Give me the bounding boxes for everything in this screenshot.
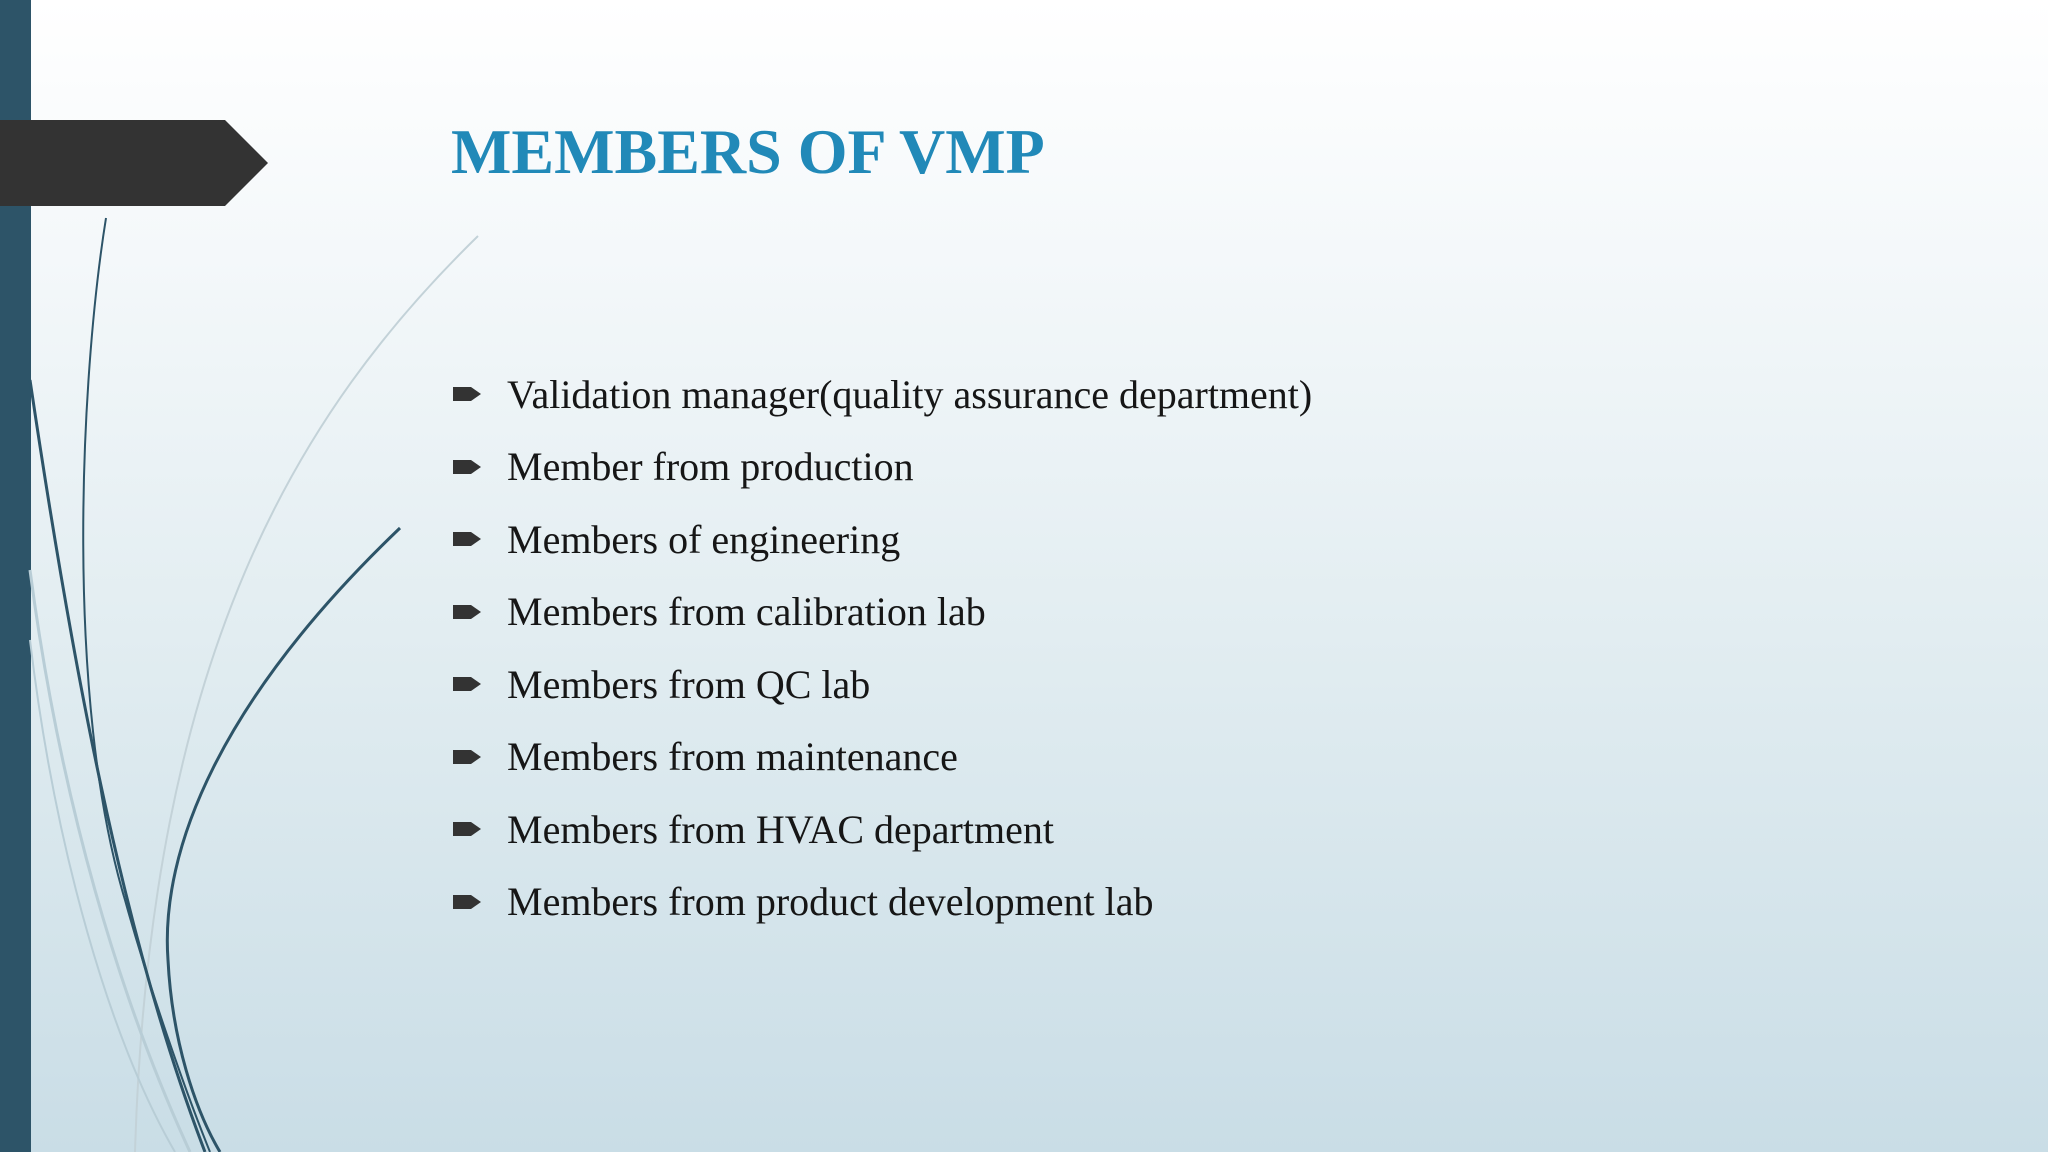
bullet-text: Member from production: [507, 444, 914, 490]
list-item: [451, 358, 1951, 431]
arrow-bullet-icon: [451, 892, 483, 912]
list-item: [451, 866, 1951, 939]
arrow-bullet-icon: [451, 457, 483, 477]
bullet-text: Members of engineering: [507, 516, 901, 562]
list-item: [451, 793, 1951, 866]
list-item: [451, 576, 1951, 649]
list-item: [451, 648, 1951, 721]
arrow-bullet-icon: [451, 819, 483, 839]
arrow-bullet-icon: [451, 602, 483, 622]
bullet-text: Members from HVAC department: [507, 806, 1054, 852]
bullet-text: Members from calibration lab: [507, 589, 986, 635]
list-item: [451, 431, 1951, 504]
arrow-bullet-icon: [451, 747, 483, 767]
bullet-list: [451, 358, 1951, 938]
bullet-text: Members from maintenance: [507, 734, 958, 780]
list-item: [451, 721, 1951, 794]
arrow-bullet-icon: [451, 384, 483, 404]
bullet-text: Validation manager(quality assurance department): [507, 371, 1313, 417]
slide-title: MEMBERS OF VMP: [451, 116, 1045, 187]
bullet-text: Members from QC lab: [507, 661, 871, 707]
arrow-bullet-icon: [451, 674, 483, 694]
arrow-bullet-icon: [451, 529, 483, 549]
bullet-text: Members from product development lab: [507, 879, 1154, 925]
list-item: [451, 503, 1951, 576]
